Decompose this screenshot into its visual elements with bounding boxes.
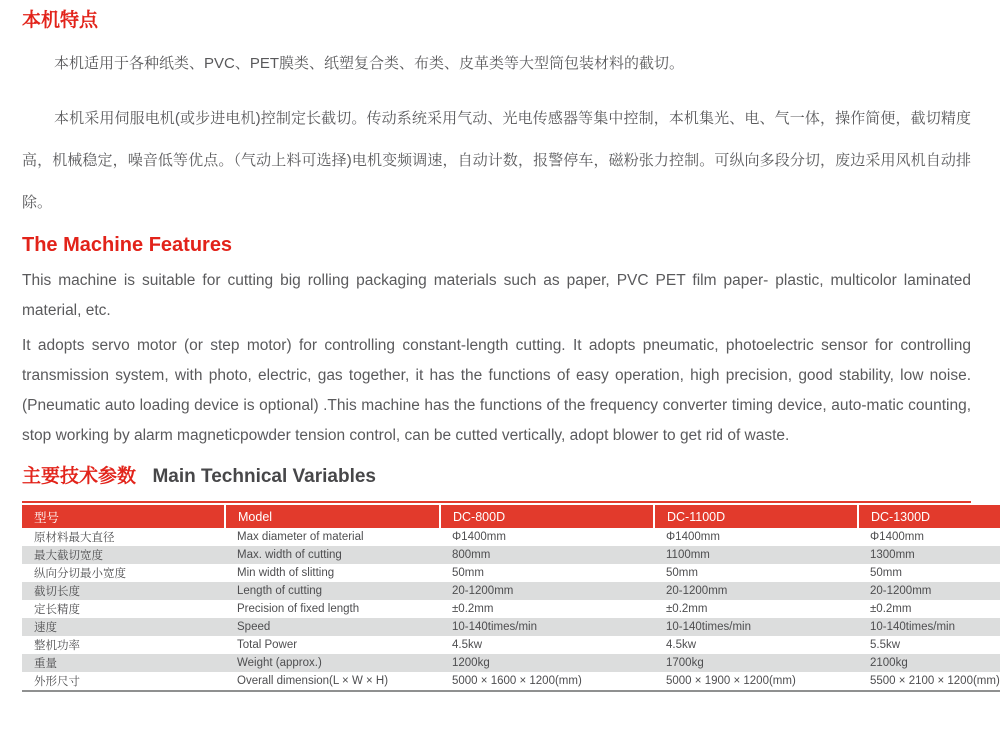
- table-cell: Precision of fixed length: [237, 603, 360, 615]
- table-cell: Min width of slitting: [237, 567, 335, 579]
- table-cell: 50mm: [666, 567, 698, 579]
- table-cell: 5000 × 1900 × 1200(mm): [666, 675, 796, 687]
- table-cell: 1700kg: [666, 657, 704, 669]
- table-cell: Max diameter of material: [237, 531, 364, 543]
- table-cell: 20-1200mm: [452, 585, 514, 597]
- machine-features-zh-paragraph-2: 本机采用伺服电机(或步进电机)控制定长截切。传动系统采用气动、光电传感器等集中控制，本机集光、电、气一体，操作简便，截切精度高，机械稳定，噪音低等优点。（气动上料可选择)电机变频调速，自动计数，报警停车，磁粉张力控制。可纵向多段分切，废边采用风机自动排除。: [22, 110, 971, 211]
- machine-features-en-paragraph-1: This machine is suitable for cutting big rolling packaging materials such as paper, PVC PET film paper- plastic, multicolor laminated material, etc.: [22, 272, 971, 319]
- table-header-cell: DC-1300D: [858, 505, 1000, 528]
- machine-features-zh-heading: 本机特点: [22, 10, 99, 31]
- table-cell: 4.5kw: [452, 639, 483, 651]
- technical-variables-heading: [22, 465, 971, 489]
- table-row: [22, 672, 1000, 691]
- table-cell: 原材料最大直径: [34, 532, 115, 544]
- table-cell: Φ1400mm: [452, 531, 506, 543]
- table-header-cell: 型号: [22, 505, 225, 528]
- table-cell: ±0.2mm: [666, 603, 708, 615]
- table-cell: 10-140times/min: [452, 621, 538, 633]
- technical-variables-heading-en: Main Technical Variables: [152, 466, 376, 487]
- table-cell: Total Power: [237, 639, 298, 651]
- table-cell: Overall dimension(L × W × H): [237, 675, 389, 687]
- table-row: [22, 546, 1000, 564]
- table-cell: Length of cutting: [237, 585, 323, 597]
- table-row: [22, 618, 1000, 636]
- table-cell: 20-1200mm: [666, 585, 728, 597]
- table-cell: Weight (approx.): [237, 657, 322, 669]
- machine-features-en-paragraph-2: It adopts servo motor (or step motor) for controlling constant-length cutting. It adopts pneumatic, photoelectric sensor for controlling transmission system, with photo, electric, gas together, it has the functions of easy operation, high precision, good stability, low noise. (Pneumatic auto loading device is optional) .This machine has the functions of the frequency converter timing device, auto-matic counting, stop working by alarm magneticpowder tension control, can be cutted vertically, adopt blower to get rid of waste.: [22, 337, 971, 444]
- table-row: [22, 600, 1000, 618]
- table-cell: Φ1400mm: [666, 531, 720, 543]
- table-header-row: [22, 505, 1000, 528]
- machine-features-en-heading: The Machine Features: [22, 234, 233, 256]
- machine-features-zh-paragraph-1: 本机适用于各种纸类、PVC、PET膜类、纸塑复合类、布类、皮革类等大型筒包装材料的截切。: [54, 55, 685, 72]
- table-cell: 1300mm: [870, 549, 915, 561]
- table-cell: 最大截切宽度: [34, 550, 103, 562]
- technical-variables-heading-zh: 主要技术参数: [22, 466, 137, 487]
- table-cell: 纵向分切最小宽度: [34, 568, 126, 580]
- table-header-cell: Model: [225, 505, 440, 528]
- table-cell: 1200kg: [452, 657, 490, 669]
- table-header-cell: DC-1100D: [654, 505, 858, 528]
- table-cell: Speed: [237, 621, 271, 633]
- table-cell: 800mm: [452, 549, 491, 561]
- table-row: [22, 654, 1000, 672]
- table-cell: ±0.2mm: [870, 603, 912, 615]
- table-cell: 定长精度: [34, 604, 80, 616]
- table-cell: 截切长度: [34, 586, 80, 598]
- table-row: [22, 564, 1000, 582]
- table-cell: 5500 × 2100 × 1200(mm): [870, 675, 1000, 687]
- table-cell: Max. width of cutting: [237, 549, 342, 561]
- table-cell: 10-140times/min: [666, 621, 752, 633]
- table-row: [22, 582, 1000, 600]
- table-cell: 速度: [34, 622, 57, 634]
- table-cell: 10-140times/min: [870, 621, 956, 633]
- table-cell: 50mm: [870, 567, 902, 579]
- table-cell: 整机功率: [34, 640, 80, 652]
- table-cell: 2100kg: [870, 657, 908, 669]
- table-row: [22, 528, 1000, 546]
- table-header-cell: DC-800D: [440, 505, 654, 528]
- table-cell: Φ1400mm: [870, 531, 924, 543]
- table-cell: 50mm: [452, 567, 484, 579]
- spec-table-head: [22, 505, 1000, 528]
- table-cell: 20-1200mm: [870, 585, 932, 597]
- table-cell: 外形尺寸: [34, 676, 80, 688]
- table-cell: 5.5kw: [870, 639, 901, 651]
- table-cell: ±0.2mm: [452, 603, 494, 615]
- table-cell: 5000 × 1600 × 1200(mm): [452, 675, 582, 687]
- table-cell: 1100mm: [666, 549, 710, 561]
- spec-table: [22, 505, 1000, 692]
- table-cell: 4.5kw: [666, 639, 697, 651]
- spec-table-body: [22, 528, 1000, 691]
- table-row: [22, 636, 1000, 654]
- table-top-rule: [22, 501, 971, 503]
- table-cell: 重量: [34, 658, 57, 670]
